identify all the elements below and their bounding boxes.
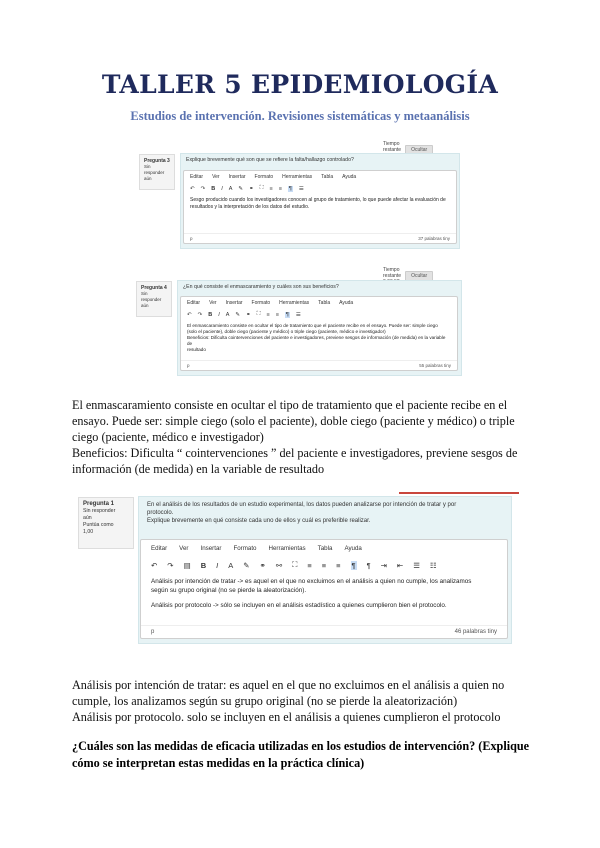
link-icon[interactable]: ⚭ (249, 185, 254, 192)
highlight-icon[interactable]: ✎ (243, 560, 250, 570)
align-left-icon[interactable]: ≡ (307, 560, 312, 570)
question-text: Explique brevemente qué son que se refiere la falta/hallazgo controlado? (186, 157, 354, 163)
page-title: TALLER 5 EPIDEMIOLOGÍA (101, 70, 499, 99)
bold-icon[interactable]: B (211, 185, 216, 192)
bullet-list-icon[interactable]: ☰ (295, 311, 301, 318)
italic-icon[interactable]: I (216, 560, 219, 570)
align-center-icon[interactable]: ≡ (321, 560, 327, 570)
rich-text-editor[interactable] (183, 170, 457, 244)
menu-formato[interactable]: Formato (233, 545, 257, 552)
editor-content[interactable]: Sesgo producido cuando los investigadores conocen al grupo de tratamiento, lo que puede afectar la evaluación de resultados y la interpretación de los datos del estudio. (190, 197, 446, 210)
indent-icon[interactable]: ⇥ (380, 560, 387, 570)
menu-tabla[interactable]: Tabla (318, 300, 331, 306)
ltr-icon[interactable]: ¶ (285, 311, 289, 318)
menu-herramientas[interactable]: Herramientas (279, 300, 310, 306)
align-left-icon[interactable]: ≡ (266, 311, 270, 318)
bold-icon[interactable]: B (200, 560, 207, 570)
undo-icon[interactable]: ↶ (151, 560, 158, 570)
text-color-icon[interactable]: A (228, 185, 233, 192)
fullscreen-icon[interactable]: ⛶ (259, 185, 264, 191)
menu-ayuda[interactable]: Ayuda (344, 545, 362, 552)
rich-text-editor[interactable] (180, 296, 458, 371)
italic-icon[interactable]: I (218, 311, 220, 318)
text-color-icon[interactable]: A (228, 560, 234, 570)
italic-icon[interactable]: I (221, 185, 223, 192)
bullet-list-icon[interactable]: ☰ (298, 185, 304, 192)
menu-tabla[interactable]: Tabla (321, 174, 334, 180)
unlink-icon[interactable]: ⚯ (275, 560, 283, 570)
page-subtitle: Estudios de intervención. Revisiones sistemáticas y metaanálisis (130, 109, 470, 123)
menu-formato[interactable]: Formato (254, 174, 274, 180)
menu-insertar[interactable]: Insertar (200, 545, 222, 552)
menu-ayuda[interactable]: Ayuda (342, 174, 357, 180)
editor-menubar (141, 540, 507, 557)
menu-formato[interactable]: Formato (251, 300, 271, 306)
menu-herramientas[interactable]: Herramientas (282, 174, 313, 180)
undo-icon[interactable]: ↶ (187, 311, 192, 318)
menu-ver[interactable]: Ver (209, 300, 217, 306)
number-list-icon[interactable]: ☷ (429, 560, 437, 570)
timer-bar (399, 492, 519, 494)
menu-editar[interactable]: Editar (190, 174, 204, 180)
rich-text-editor[interactable] (140, 539, 508, 639)
hide-timer-button[interactable]: Ocultar (405, 145, 433, 155)
editor-statusbar: p 37 palabras tiny (184, 233, 456, 243)
editor-toolbar (181, 309, 457, 320)
format-icon[interactable]: ▤ (183, 560, 191, 570)
align-center-icon[interactable]: ≡ (278, 185, 282, 192)
outdent-icon[interactable]: ⇤ (396, 560, 404, 570)
question-text: En el análisis de los resultados de un estudio experimental, los datos pueden analizarse por intención de tratar y por protocolo. Explique brevemente en qué consiste cada uno de ellos y cuál es preferible realizar. (147, 502, 457, 524)
align-left-icon[interactable]: ≡ (269, 185, 273, 192)
redo-icon[interactable]: ↷ (200, 185, 206, 192)
highlight-icon[interactable]: ✎ (238, 185, 244, 192)
editor-statusbar: p 46 palabras tiny (141, 625, 507, 638)
menu-ayuda[interactable]: Ayuda (339, 300, 354, 306)
fullscreen-icon[interactable]: ⛶ (292, 560, 298, 569)
ltr-icon[interactable]: ¶ (288, 185, 292, 192)
hide-timer-button[interactable]: Ocultar (405, 271, 433, 281)
editor-content[interactable]: Análisis por intención de tratar -> es aquel en el que no excluimos en el análisis a quien no cumple, los analizamos según su grupo original (no se pierde la aleatorización). Análisis por protocolo -> sólo se incluyen en el análisis estadístico a quienes cumplieron bien el protocolo. (151, 578, 472, 609)
align-right-icon[interactable]: ≡ (336, 560, 341, 570)
text-color-icon[interactable]: A (225, 311, 230, 318)
link-icon[interactable]: ⚭ (246, 311, 251, 318)
question-info: Pregunta 3 Sin responder aún (139, 154, 175, 190)
workshop-question: ¿Cuáles son las medidas de eficacia utilizadas en los estudios de intervención? (Explique cómo se interpretan estas medidas en la práctica clínica) (72, 739, 530, 770)
highlight-icon[interactable]: ✎ (235, 311, 241, 318)
quiz-timer: Tiempo restante Ocultar (383, 141, 433, 159)
link-icon[interactable]: ⚭ (259, 560, 266, 570)
redo-icon[interactable]: ↷ (167, 560, 174, 570)
answer-paragraph-blinding: El enmascaramiento consiste en ocultar el tipo de tratamiento que el paciente recibe en el ensayo. Puede ser: simple ciego (solo el paciente), doble ciego (paciente y médico) o triple ciego (paciente, médico e investigador) Beneficios: Dificulta “ cointervenciones ” del paciente e investigadores, previene sesgos de información (de medida) en la variable de resultado (72, 398, 518, 476)
menu-insertar[interactable]: Insertar (228, 174, 246, 180)
menu-herramientas[interactable]: Herramientas (268, 545, 306, 552)
bullet-list-icon[interactable]: ☰ (413, 560, 420, 570)
redo-icon[interactable]: ↷ (197, 311, 203, 318)
editor-toolbar (141, 557, 507, 573)
quiz-timer: Tiempo restante Ocultar (383, 267, 433, 285)
menu-editar[interactable]: Editar (151, 545, 168, 552)
editor-menubar (181, 297, 457, 309)
bold-icon[interactable]: B (208, 311, 213, 318)
fullscreen-icon[interactable]: ⛶ (256, 311, 261, 317)
menu-tabla[interactable]: Tabla (317, 545, 333, 552)
question-info: Pregunta 1 Sin responder aún Puntúa como 1,00 (78, 497, 134, 549)
editor-toolbar (184, 183, 456, 194)
ltr-icon[interactable]: ¶ (351, 560, 356, 570)
menu-insertar[interactable]: Insertar (225, 300, 243, 306)
menu-ver[interactable]: Ver (212, 174, 220, 180)
menu-ver[interactable]: Ver (179, 545, 189, 552)
question-info: Pregunta 4 Sin responder aún (136, 281, 172, 317)
editor-content[interactable]: El enmascaramiento consiste en ocultar el tipo de tratamiento que el paciente recibe en el ensayo. Puede ser: simple ciego (solo el paciente), doble ciego (paciente y médico) o triple ciego (paciente, médico e investigador) Beneficios: Dificulta cointervenciones del paciente e investigadores, previene sesgos de información (de medida) en la variable de resultado (187, 323, 446, 352)
answer-paragraph-analysis: Análisis por intención de tratar: es aquel en el que no excluimos en el análisis a quien no cumple, los analizamos según su grupo original (no se pierde la aleatorización) Análisis por protocolo. solo se incluyen en el análisis a quienes cumplieron el protocolo (72, 678, 505, 724)
question-text: ¿En qué consiste el enmascaramiento y cuáles son sus beneficios? (183, 284, 339, 290)
menu-editar[interactable]: Editar (187, 300, 201, 306)
align-center-icon[interactable]: ≡ (275, 311, 279, 318)
editor-statusbar: p 55 palabras tiny (181, 360, 457, 370)
rtl-icon[interactable]: ¶ (366, 560, 371, 570)
undo-icon[interactable]: ↶ (190, 185, 195, 192)
editor-menubar (184, 171, 456, 183)
